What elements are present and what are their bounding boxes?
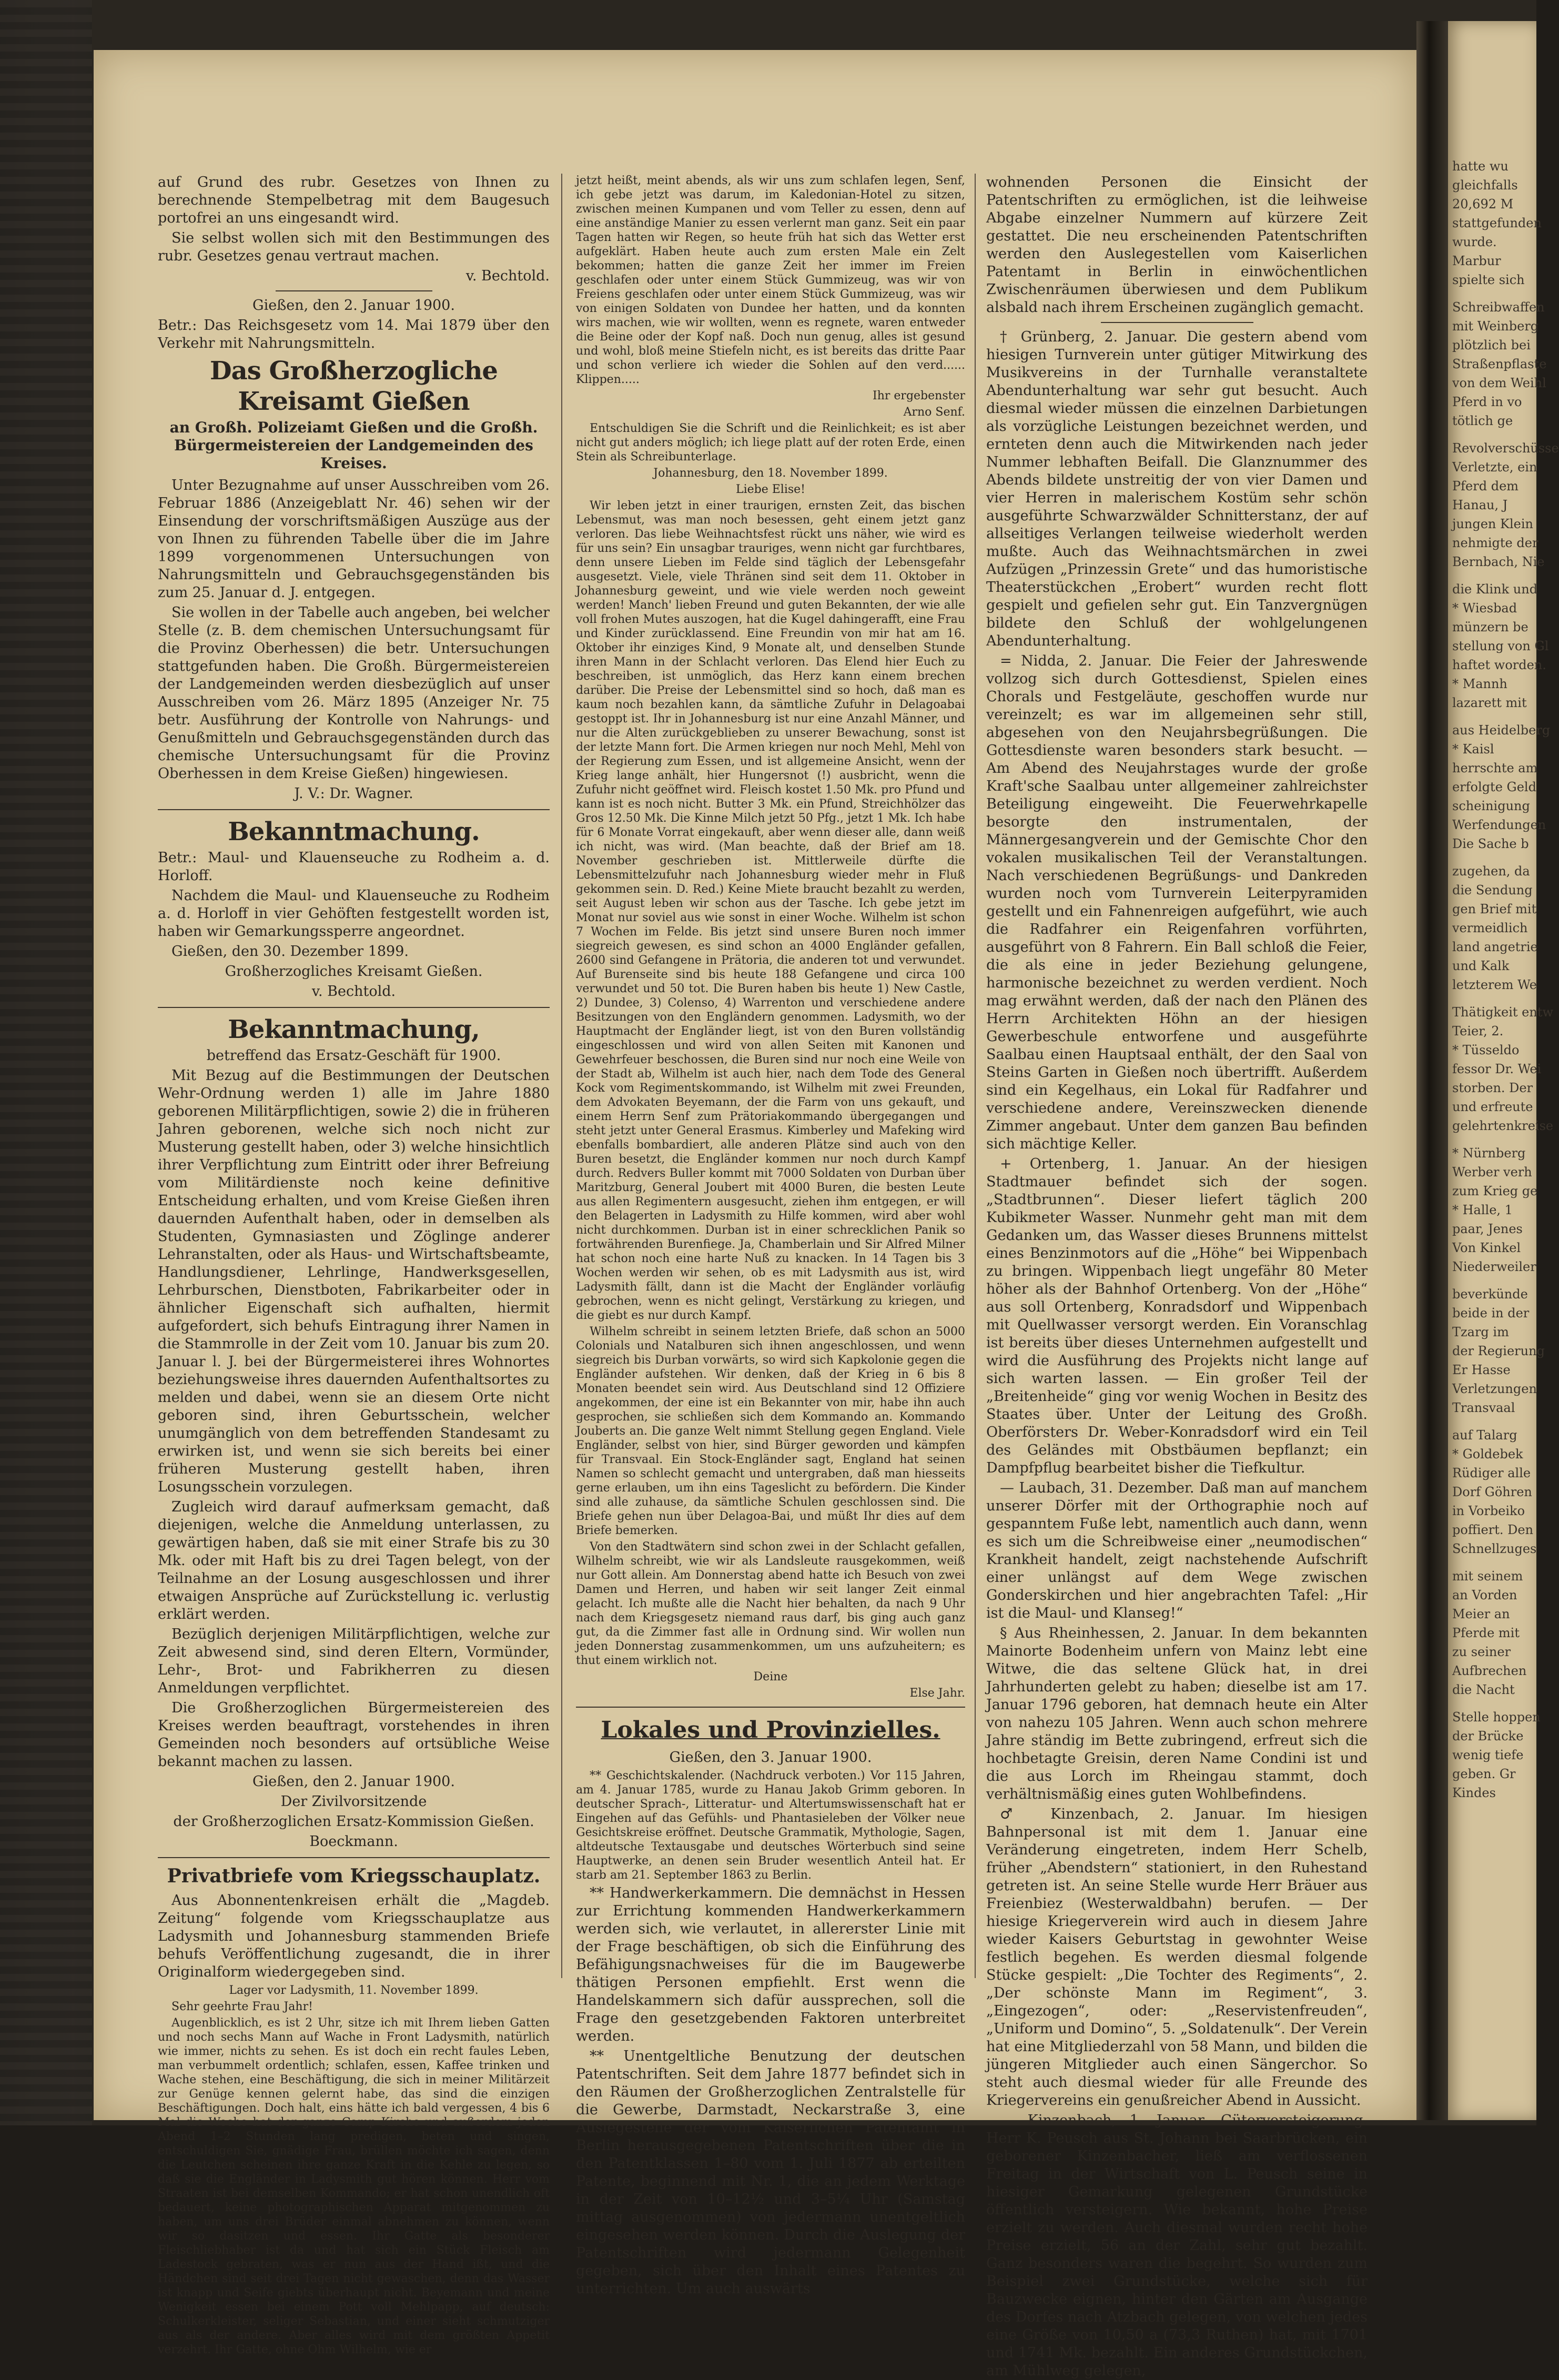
subheading-kreisamt: an Großh. Polizeiamt Gießen und die Großh. Bürgermeistereien der Landgemeinden des Kreises.: [169, 419, 538, 472]
adjacent-page-text: münzern be: [1452, 620, 1528, 634]
adjacent-page-text: die Nacht: [1452, 1682, 1515, 1697]
signature: Boeckmann.: [309, 1833, 398, 1850]
paragraph: = Nidda, 2. Januar. Die Feier der Jahreswende vollzog sich durch Gottesdienst, Spielen eines Chorals und Festgeläute, geschoffen wurde nur vereinzelt; es war im allgemeinen sehr still, abgesehen von den Neujahrsbegrüßungen. Die Gottesdienste waren besonders stark besucht. — Am Abend des Neujahrstages wurde der große Kraft'sche Saalbau unter allgemeiner zahlreichster Beteiligung eingeweiht. Die Feuerwehrkapelle besorgte den instrumentalen, der Männergesangverein und der Gemischte Chor den vokalen musikalischen Teil der Veranstaltungen. Nach verschiedenen Begrüßungs- und Dankreden wurden noch vom Turnverein Leiterpyramiden gestellt und ein Fahnenreigen aufgeführt, wie auch die Radfahrer ein Reigenfahren vorführten, ausgeführt von 8 Fahrern. Ein Ball schloß die Feier, die als eine in jeder Beziehung gelungene, harmonische bezeichnet zu werden verdient. Noch mag erwähnt werden, daß der nach den Plänen des Herrn Architekten Höhn an der hiesigen Gewerbeschule entworfene und ausgeführte Saalbau einen Hauptsaal enthält, der den Saal von Steins Garten in Gießen noch übertrifft. Außerdem sind ein Kegelhaus, ein Lokal für Radfahrer und verschiedene andere, Vereinszwecken dienende Zimmer angebaut. Unter dem ganzen Bau befinden sich mächtige Keller.: [986, 653, 1368, 1152]
heading-kreisamt: Das Großherzogliche Kreisamt Gießen: [210, 356, 498, 416]
paragraph: ** Geschichtskalender. (Nachdruck verboten.) Vor 115 Jahren, am 4. Januar 1785, wurde zu Hanau Jakob Grimm geboren. In deutscher Sprach-, Litteratur- und Altertumswissenschaft hat er Eingehen auf das Gefühls- und Phantasieleben der Völker neue Gesichtskreise eröffnet. Deutsche Grammatik, Mythologie, Sagen, altdeutsche Textausgabe und deutsches Wörterbuch sind seine Hauptwerke, an denen sein Bruder wesentlich Anteil hat. Er starb am 21. September 1863 zu Berlin.: [576, 1769, 965, 1882]
adjacent-page-text: auf Talarg: [1452, 1428, 1517, 1443]
adjacent-page-text: Rüdiger alle: [1452, 1466, 1531, 1480]
adjacent-page-text: Revolverschüsse: [1452, 441, 1559, 456]
adjacent-page-text: Von Kinkel: [1452, 1241, 1521, 1255]
adjacent-page-text: Marbur: [1452, 254, 1501, 268]
adjacent-page-text: und Kalk: [1452, 959, 1510, 973]
letter-text: Von den Stadtwätern sind schon zwei in der Schlacht gefallen, Wilhelm schreibt, wie wir als Landsleute rausgekommen, weiß nur Gott allein. Am Donnerstag abend hatte ich Besuch von zwei Damen und Herren, und haben wir seit langer Zeit einmal gelacht. Ich mußte alle die Nacht hier behalten, da nach 9 Uhr nach dem Kriegsgesetz niemand raus darf, bis ging auch ganz gut, da die Zimmer fast alle in Ordnung sind. Wir wollen nun jeden Donnerstag zusammenkommen, um uns aufzuheitern; es thut einem wirklich not.: [576, 1540, 965, 1667]
divider: [576, 1707, 965, 1708]
paragraph: Aus Abonnentenkreisen erhält die „Magdeb. Zeitung“ folgende vom Kriegsschauplatze aus Ladysmith und Johannesburg stammenden Briefe behufs Veröffentlichung zugesandt, die in ihrer Originalform wiedergegeben sind.: [158, 1892, 550, 1980]
divider: [158, 1007, 550, 1008]
paragraph: + Ortenberg, 1. Januar. An der hiesigen Stadtmauer befindet sich der sogen. „Stadtbrunnen“. Dieser liefert täglich 200 Kubikmeter Wasser. Nunmehr geht man mit dem Gedanken um, das Wasser dieses Brunnens mittelst eines Benzinmotors auf die „Höhe“ bei Wippenbach zu bringen. Wippenbach liegt ungefähr 80 Meter höher als der Bahnhof Ortenberg. Von der „Höhe“ aus soll Ortenberg, Konradsdorf und Wippenbach mit Quellwasser versorgt werden. Ein Voranschlag ist bereits über dieses Unternehmen aufgestellt und wird die Ausführung des Projekts nicht lange auf sich warten lassen. — Ein großer Teil der „Breitenheide“ ging vor wenig Wochen in Besitz des Staates über. Unter der Leitung des Großh. Oberförsters Dr. Weber-Konradsdorf wird ein Teil des Geländes mit Obstbäumen bepflanzt; ein Dampfpflug bearbeitet bisher die Tiefkultur.: [986, 1156, 1368, 1476]
adjacent-page-text: Pferd in vo: [1452, 395, 1522, 409]
adjacent-page-text: 20,692 M: [1452, 197, 1514, 211]
adjacent-page-text: Thätigkeit entw: [1452, 1005, 1553, 1020]
adjacent-page-text: an Vorden: [1452, 1588, 1517, 1602]
paragraph: Unter Bezugnahme auf unser Ausschreiben vom 26. Februar 1886 (Anzeigeblatt Nr. 46) sehen wir der Einsendung der vorschriftsmäßigen Auszüge aus der von Ihnen zu führenden Tabelle über die im Jahre 1899 vorgenommenen Untersuchungen von Nahrungsmitteln und Gebrauchsgegenständen bis zum 25. Januar d. J. entgegen.: [158, 477, 550, 601]
dateline: Gießen, den 3. Januar 1900.: [669, 1749, 872, 1766]
adjacent-page-text: Meier an: [1452, 1607, 1510, 1621]
heading-bekanntmachung-2: Bekanntmachung,: [228, 1015, 480, 1044]
signature: Else Jahr.: [909, 1687, 965, 1700]
column-rule: [561, 174, 562, 1978]
adjacent-page-text: lazarett mit: [1452, 695, 1527, 710]
paragraph: ** Unentgeltliche Benutzung der deutschen Patentschriften. Seit dem Jahre 1877 befindet sich in den Räumen der Großherzoglichen Zentralstelle für die Gewerbe, Darmstadt, Neckarstraße 3, eine Auslegestelle der vom Kaiserlichen Patentamt in Berlin herausgegebenen Patentschriften über die in den Patentklassen 1–80 vom 1. Juli 1877 ab erteilten Patente, beginnend mit Nr. 1, die an jedem Werktage in der Zeit von 10–12½ und 3–5¼ Uhr (Samstag mittag ausgenommen) von jedermann unentgeltlich eingesehen werden können. Durch die Auslegung der Patentschriften wird jedermann Gelegenheit gegeben, sich über den Inhalt eines Patentes zu unterrichten. Um auch auswärts: [576, 2048, 965, 2297]
adjacent-page-text: storben. Der: [1452, 1081, 1533, 1095]
adjacent-page-text: tötlich ge: [1452, 414, 1513, 428]
adjacent-page-text: gelehrtenkreise: [1452, 1118, 1554, 1133]
adjacent-page-text: die Sendung: [1452, 883, 1533, 897]
divider: [1101, 322, 1253, 323]
adjacent-page-text: geben. Gr: [1452, 1767, 1516, 1781]
adjacent-page-text: Teier, 2.: [1452, 1024, 1504, 1038]
dateline: Gießen, den 2. Januar 1900.: [252, 297, 455, 314]
paragraph: Sie wollen in der Tabelle auch angeben, bei welcher Stelle (z. B. dem chemischen Untersuchungsamt für die Provinz Oberhessen) die betr. Untersuchungen stattgefunden haben. Die Großh. Bürgermeistereien der Landgemeinden werden diesbezüglich auf unser Ausschreiben vom 26. März 1895 (Anzeiger Nr. 75 betr. Ausführung der Kontrolle von Nahrungs- und Genußmitteln und Gebrauchsgegenständen durch das chemische Untersuchungsamt für die Provinz Oberhessen in dem Kreise Gießen) hingewiesen.: [158, 604, 550, 782]
subject-line: Betr.: Maul- und Klauenseuche zu Rodheim a. d. Horloff.: [158, 850, 550, 884]
adjacent-page-text: Schnellzuges: [1452, 1541, 1537, 1556]
adjacent-page-text: die Klink und: [1452, 582, 1538, 597]
adjacent-page-fragment: [1448, 21, 1559, 2120]
adjacent-page-text: Verletzungen: [1452, 1381, 1537, 1396]
adjacent-page-text: Verletzte, ein: [1452, 460, 1537, 475]
adjacent-page-text: * Nürnberg: [1452, 1146, 1526, 1161]
adjacent-page-text: in Vorbeiko: [1452, 1504, 1525, 1518]
adjacent-page-text: nehmigte der: [1452, 536, 1538, 550]
adjacent-page-text: der Regierung: [1452, 1344, 1545, 1358]
letter-text: Wilhelm schreibt in seinem letzten Briefe, daß schon an 5000 Colonials und Natalburen sich ihnen angeschlossen, und wenn siegreich bis Durban vorwärts, so wird sich Kapkolonie gegen die Engländer aufstehen. Wir denken, daß der Krieg in 6 bis 8 Monaten beendet sein wird. Aus Deutschland sind 12 Offiziere angekommen, der eine ist ein Bekannter von mir, habe ihn auch gesprochen, sie schließen sich dem Kommando an. Kommando Jouberts an. Die ganze Welt nimmt Stellung gegen England. Viele Engländer, selbst von hier, sind Bürger geworden und kämpfen für Transvaal. Ein Stock-Engländer sagt, England hat seinen Namen so schlecht gemacht und untergraben, daß man hiesseits gerne erlauben, um ihn eins Tageslicht zu befördern. Die Kinder sind alle zuhause, da sämtliche Schulen geschlossen sind. Die Briefe gehen nun über Delagoa-Bai, und müßt Ihr dies auf dem Briefe bemerken.: [576, 1325, 965, 1537]
heading-bekanntmachung-1: Bekanntmachung.: [228, 817, 480, 846]
adjacent-page-text: mit Weinberg: [1452, 319, 1539, 334]
organization: Großherzogliches Kreisamt Gießen.: [225, 963, 483, 980]
paragraph: † Grünberg, 2. Januar. Die gestern abend vom hiesigen Turnverein unter gütiger Mitwirkung des Musikvereins in der Turnhalle veranstaltete Abendunterhaltung war sehr gut besucht. Auch diesmal wieder müssen die einzelnen Darbietungen als vorzügliche Leistungen bezeichnet werden, und ernteten denn auch die Mitwirkenden nach jeder Nummer lebhaften Beifall. Die Glanznummer des Abends bildete unstreitig der von vier Damen und vier Herren in malerischem Kostüm sehr schön ausgeführte Schwarzwälder Schnitterstanz, der auf allseitiges Verlangen teilweise wiederholt werden mußte. Auch das Weihnachtsmärchen in zwei Aufzügen „Prinzessin Grete“ und das humoristische Theaterstückchen „Erobert“ wurden recht flott gespielt und gefielen sehr gut. Ein Tanzvergnügen bildete den Schluß der wohlgelungenen Abendunterhaltung.: [986, 329, 1368, 649]
paragraph: wohnenden Personen die Einsicht der Patentschriften zu ermöglichen, ist die leihweise Abgabe einzelner Nummern auf kürzere Zeit gestattet. Die neu erscheinenden Patentschriften werden den Auslegestellen vom Kaiserlichen Patentamt in Berlin in einwöchentlichen Zwischenräumen überwiesen und dem Publikum alsbald nach ihrem Erscheinen zugänglich gemacht.: [986, 174, 1368, 316]
adjacent-page-text: mit seinem: [1452, 1569, 1523, 1584]
adjacent-page-text: Bernbach, Nie: [1452, 554, 1545, 569]
paragraph: Nachdem die Maul- und Klauenseuche zu Rodheim a. d. Horloff in vier Gehöften festgestellt worden ist, haben wir Gemarkungssperre angeordnet.: [158, 888, 550, 940]
dateline: Gießen, den 2. Januar 1900.: [252, 1773, 455, 1790]
subheading: betreffend das Ersatz-Geschäft für 1900.: [206, 1047, 501, 1064]
adjacent-page-text: plötzlich bei: [1452, 338, 1531, 352]
adjacent-page-text: Pferde mit: [1452, 1626, 1520, 1640]
heading-privatbriefe: Privatbriefe vom Kriegsschauplatz.: [167, 1865, 541, 1887]
signature: v. Bechtold.: [311, 983, 396, 1000]
column-2: [576, 174, 965, 2297]
adjacent-page-text: von dem Weihl: [1452, 376, 1546, 390]
adjacent-page-text: * Kaisl: [1452, 742, 1494, 757]
adjacent-page-text: Dorf Göhren: [1452, 1485, 1532, 1499]
adjacent-page-text: erfolgte Geld: [1452, 780, 1536, 794]
letter-text: Augenblicklich, es ist 2 Uhr, sitze ich mit Ihrem lieben Gatten und noch sechs Mann auf Wache in Front Ladysmith, natürlich wie immer, nichts zu sehen. Es ist doch ein recht faules Leben, man verbummelt ordentlich; schlafen, essen, Kaffee trinken und Wache stehen, eine Beschäftigung, die sich in meiner Militärzeit zur Genüge kennen gelernt habe, das sind die einzigen Beschäftigungen. Doch halt, eins hätte ich bald vergessen, 4 bis 6 Mal die Woche hat der ganze Camp Kirche und außerdem jeden Abend 1–2 Stunden lang predigen, beten und singen, entschuldigen Sie, gnädige Frau, brüllen möchte ich sagen, denn die Leutchen scheinen ihre ganze Kraft in die Kehle zu legen, so daß sie die Engländer in Ladysmith gut hören können. Herr vom Straaten ist bei demselben Kommando; er hat schon unendlich oft bedauert, keine photographischen Apparat mitgenommen zu haben, um uns drei Brüder einmal abnehmen zu können, wenn wir so dasitzen und essen. Ihr Gatte als besonderer Fleischliebhaber ist da und hat sich ein Stück Fleisch am Ladestock gebraten, was er nun aus der Hand ißt, und die Händchen sind seit drei Tagen nicht gewaschen, denn das Wasser ist knapp und Seife giebts überhaupt nicht. Beyemann und meine Wenigkeit essen bei einem Pott voll Mehlpapp, auf deutsch: Schulkerkleister, seliger Sebastian, und einer sieht schmutziger aus als der andere. Aber alles wird mit dem größten Appetit verzehrt. Ihr Gatte, ohne Ohm Wilhelm, wie er: [158, 2016, 550, 2356]
adjacent-page-text: Er Hasse: [1452, 1363, 1511, 1377]
adjacent-page-text: * Goldebek: [1452, 1447, 1523, 1461]
adjacent-page-text: scheinigung: [1452, 799, 1530, 813]
adjacent-page-text: wenig tiefe: [1452, 1748, 1524, 1762]
dateline: Gießen, den 30. Dezember 1899.: [171, 943, 409, 960]
adjacent-page-text: spielte sich: [1452, 273, 1525, 287]
adjacent-page-text: hatte wu: [1452, 159, 1509, 174]
column-rule: [975, 174, 976, 1978]
organization: der Großherzoglichen Ersatz-Kommission Gießen.: [173, 1813, 534, 1830]
adjacent-page-text: stellung von Gl: [1452, 639, 1549, 653]
adjacent-page-text: Werber verh: [1452, 1165, 1532, 1179]
adjacent-page-text: und erfreute: [1452, 1100, 1533, 1114]
column-3: [986, 174, 1368, 2379]
paragraph: ** Handwerkerkammern. Die demnächst in Hessen zur Errichtung kommenden Handwerkerkammern werden sich, wie verlautet, in allererster Linie mit der Frage beschäftigen, ob sich die Einführung des Befähigungsnachweises für die im Baugewerbe thätigen Personen empfiehlt. Erst wenn die Handelskammern sich dafür aussprechen, soll die Frage den gesetzgebenden Faktoren unterbreitet werden.: [576, 1885, 965, 2044]
letter-text: Wir leben jetzt in einer traurigen, ernsten Zeit, das bischen Lebensmut, was man noch besessen, geht einem jetzt ganz verloren. Das liebe Weihnachtsfest rückt uns näher, wie wird es für uns sein? Ein unsagbar trauriges, wenn nicht gar furchtbares, denn unsere Lieben im Felde sind täglich der Lebensgefahr ausgesetzt. Viele, viele Thränen sind seit dem 11. Oktober in Johannesburg geweint, und wie viele werden noch geweint werden! Manch' lieben Freund und guten Bekannten, der wie alle voll frohen Mutes auszogen, hat die Kugel dahingerafft, eine Frau und Kinder zurücklassend. Eine Freundin von mir hat am 16. Oktober ihr einziges Kind, 9 Monate alt, und denselben Stunde ihren Mann in der Schlacht verloren. Das Elend hier Euch zu beschreiben, ist unmöglich, das Herz kann einem brechen darüber. Die Preise der Lebensmittel sind so hoch, daß man es kaum noch bezahlen kann, da sämtliche Zufuhr in Delagoabai gestoppt ist. Ihr in Johannesburg ist nur eine Anzahl Männer, und nur die Alten zurückgeblieben zu unserer Bewachung, sonst ist der letzte Mann fort. Die Armen kriegen nur noch Mehl, Mehl von der Regierung zum Essen, und ist allgemeine Ansicht, wenn der Krieg lange anhält, hier Hungersnot (!) ausbricht, wenn die Zufuhr nicht geöffnet wird. Fleisch kostet 1.50 Mk. pro Pfund und kann ist es noch nicht. Butter 3 Mk. ein Pfund, Streichhölzer das Gros 12.50 Mk. Die Kinne Milch jetzt 50 Pfg., jetzt 1 Mk. Ich habe für 6 Monate Vorrat eingekauft, aber wenn dieser alle, dann weiß ich nicht, was wird. (Man beachte, daß der Brief am 18. November geschrieben ist. Mittlerweile dürfte die Lebensmittelzufuhr nach Johannesburg wieder mehr in Fluß gekommen sein. D. Red.) Keine Miete braucht bezahlt zu werden, seit August leben wir schon aus der Tasche. Ich gebe jetzt im Monat nur soviel aus wie sonst in einer Woche. Wilhelm ist schon 7 Wochen im Felde. Bis jetzt sind unsere Buren noch immer siegreich gewesen, es sind schon an 4000 Engländer gefallen, 2600 sind Gefangene in Prätoria, die anderen tot und verwundet. Auf Burenseite sind bis heute 188 Gefangene und circa 100 verwundet und 50 tot. Die Buren haben bis heute 1) New Castle, 2) Dundee, 3) Colenso, 4) Warrenton und verschiedene andere Besitzungen von den Engländern genommen. Ladysmith, wo der Hauptmacht der Engländer liegt, ist von den Buren vollständig eingeschlossen und wird von allen Seiten mit Kanonen und Gewehrfeuer beschossen, die Buren sind nur noch eine Weile von der Stadt ab, Wilhelm ist auch hier, nach dem Tode des General Kock vom Regimentskommando, ist Wilhelm mit zwei Freunden, dem Advokaten Beyemann, der die Farm von uns gekauft, und einem Herrn Senf zum Prätoriakommando übergegangen und steht jetzt unter General Erasmus. Kimberley und Mafeking wird ebenfalls bombardiert, alle anderen Plätze sind auch von den Buren besetzt, die Engländer kommen nur noch durch Kampf durch. Redvers Buller kommt mit 7000 Soldaten von Durban über Maritzburg, General Joubert mit 4000 Buren, die besten Leute aus allen Regimentern ausgesucht, ziehen ihm entgegen, er will den Belagerten in Ladysmith zu Hilfe kommen, wird aber wohl nicht durchkommen. Durban ist in einer schrecklichen Panik so fortwährenden Burenfiege. Ja, Chamberlain und Sir Alfred Milner hat schon noch eine harte Nuß zu knacken. In 14 Tagen bis 3 Wochen werden wir sehen, ob es mit Ladysmith aus ist, wird Ladysmith fällt, dann ist die Macht der Engländer vorläufig gebrochen, wenn es nicht gelingt, Verstärkung zu kriegen, und die giebt es nur durch Kampf.: [576, 499, 965, 1322]
signature: J. V.: Dr. Wagner.: [294, 785, 413, 802]
adjacent-page-text: gleichfalls: [1452, 178, 1518, 193]
letter-text: Entschuldigen Sie die Schrift und die Reinlichkeit; es ist aber nicht gut anders möglich; ich liege platt auf der roten Erde, einen Stein als Schreibunterlage.: [576, 422, 965, 463]
adjacent-page-text: Aufbrechen: [1452, 1663, 1527, 1678]
adjacent-page-text: haftet worden.: [1452, 658, 1546, 672]
adjacent-page-text: fessor Dr. Wei: [1452, 1062, 1542, 1076]
adjacent-page-text: stattgefunden: [1452, 216, 1542, 230]
adjacent-page-text: vermeidlich: [1452, 921, 1528, 935]
adjacent-page-text: Werfendungen: [1452, 818, 1546, 832]
adjacent-page-text: jungen Klein: [1452, 517, 1533, 531]
dateline: Johannesburg, den 18. November 1899.: [653, 467, 888, 480]
adjacent-page-text: Kindes: [1452, 1786, 1496, 1800]
adjacent-page-text: zum Krieg ge: [1452, 1184, 1538, 1198]
adjacent-page-text: beide in der: [1452, 1306, 1530, 1320]
adjacent-page-text: poffiert. Den: [1452, 1522, 1534, 1537]
adjacent-page-text: Transvaal: [1452, 1400, 1515, 1415]
adjacent-page-text: gen Brief mit: [1452, 902, 1537, 916]
paragraph: — Laubach, 31. Dezember. Daß man auf manchem unserer Dörfer mit der Orthographie noch auf gespanntem Fuße lebt, namentlich auch dann, wenn es sich um die Schreibweise einer „neumodischen“ Krankheit handelt, zeigt nachstehende Aufschrift einer unlängst auf dem Wege zwischen Gonderskirchen und hier angebrachten Tafel: „Hir ist die Maul- und Klanseg!“: [986, 1480, 1368, 1621]
paragraph: Die Großherzoglichen Bürgermeistereien des Kreises werden beauftragt, vorstehendes in ihren Gemeinden noch besonders auf ortsübliche Weise bekannt machen zu lassen.: [158, 1700, 550, 1770]
adjacent-page-text: * Halle, 1: [1452, 1203, 1513, 1217]
adjacent-page-text: paar, Jenes: [1452, 1222, 1523, 1236]
adjacent-page-text: letzterem We: [1452, 977, 1537, 992]
paragraph: Zugleich wird darauf aufmerksam gemacht, daß diejenigen, welche die Anmeldung unterlassen, zu gewärtigen haben, daß sie mit einer Strafe bis zu 30 Mk. oder mit Haft bis zu drei Tagen belegt, von der Teilnahme an der Losung ausgeschlossen und ihrer etwaigen Ansprüche auf Zurückstellung ic. verlustig erklärt werden.: [158, 1499, 550, 1622]
adjacent-page-text: aus Heidelberg: [1452, 723, 1551, 738]
closing: Ihr ergebenster: [873, 389, 965, 402]
salutation: Liebe Elise!: [735, 483, 806, 496]
adjacent-page-text: Niederweiler: [1452, 1259, 1536, 1274]
organization: Der Zivilvorsitzende: [280, 1793, 427, 1810]
adjacent-page-text: wurde.: [1452, 235, 1497, 249]
adjacent-page-text: * Mannh: [1452, 677, 1507, 691]
adjacent-page-text: Tzarg im: [1452, 1325, 1509, 1339]
adjacent-page-text: beverkünde: [1452, 1287, 1528, 1302]
page-fold: [1416, 21, 1448, 2120]
heading-lokales: Lokales und Provinzielles.: [601, 1717, 940, 1743]
paragraph: Bezüglich derjenigen Militärpflichtigen, welche zur Zeit abwesend sind, sind deren Eltern, Vormünder, Lehr-, Brot- und Fabrikherren zu diesen Anmeldungen verpflichtet.: [158, 1626, 550, 1696]
divider: [276, 290, 432, 291]
paragraph: ♂ Kinzenbach, 2. Januar. Im hiesigen Bahnpersonal ist mit dem 1. Januar eine Veränderung eingetreten, indem Herr Schelb, früher „Abendstern“ stationiert, in den Ruhestand getreten ist. An seine Stelle wurde Herr Bräuer aus Freienbiez (Westerwaldbahn) berufen. — Der hiesige Kriegerverein wird auch in diesem Jahre wieder Kaisers Geburtstag in gewohnter Weise festlich begehen. Es werden diesmal folgende Stücke gespielt: „Die Tochter des Regiments“, 2. „Der schönste Mann im Regiment“, 3. „Eingezogen“, oder: „Reservistenfreuden“, „Uniform und Domino“, 5. „Soldatenulk“. Der Verein hat eine Mitgliederzahl von 58 Mann, und bilden die jüngeren Mitglieder auch einen Sängerchor. So steht auch diesmal wieder für alle Freunde des Kriegervereins ein genußreicher Abend in Aussicht.: [986, 1806, 1368, 2109]
adjacent-page-text: Straßenpflaste: [1452, 357, 1547, 371]
adjacent-page-text: * Tüsseldo: [1452, 1043, 1520, 1057]
adjacent-page-text: herrschte am: [1452, 761, 1538, 775]
dateline: Lager vor Ladysmith, 11. November 1899.: [229, 1984, 479, 1997]
adjacent-page-text: land angetrie: [1452, 940, 1538, 954]
adjacent-page-text: zu seiner: [1452, 1645, 1511, 1659]
paragraph: Mit Bezug auf die Bestimmungen der Deutschen Wehr-Ordnung werden 1) alle im Jahre 1880 geborenen Militärpflichtigen, sowie 2) die in früheren Jahren geborenen, welche sich noch nicht zur Musterung gestellt haben, oder 3) welche hinsichtlich ihrer Verpflichtung zum Eintritt oder ihrer Befreiung vom Militärdienste noch keine definitive Entscheidung erhalten, und vom Kreise Gießen ihren dauernden Aufenthalt haben, oder in demselben als Studenten, Gymnasiasten und Zöglinge anderer Lehranstalten, oder als Haus- und Wirtschaftsbeamte, Handlungsdiener, Lehrlinge, Handwerksgesellen, Lehrburschen, Dienstboten, Fabrikarbeiter oder in ähnlicher Eigenschaft sich aufhalten, hiermit aufgefordert, sich behufs Eintragung ihrer Namen in die Stammrolle in der Zeit vom 10. Januar bis zum 20. Januar l. J. bei der Bürgermeisterei ihres Wohnortes beziehungsweise ihres dauernden Aufenthaltsortes zu melden und dabei, wenn sie an diesem Orte nicht geboren sind, ihren Geburtsschein, welcher unumgänglich von dem betreffenden Standesamt zu erwirken ist, und wenn sie sich bereits bei einer früheren Musterung gestellt haben, ihren Losungsschein vorzulegen.: [158, 1067, 550, 1495]
closing: Deine: [753, 1670, 788, 1683]
adjacent-page-text: * Wiesbad: [1452, 601, 1517, 616]
adjacent-page-text: der Brücke: [1452, 1729, 1524, 1743]
column-1: [158, 174, 550, 2356]
book-binding: [0, 0, 92, 2125]
paragraph: — Kinzenbach, 1. Januar. Güterversteigerung. Herr K. Peusch aus St. Johann bei Saarbrücken, ein geborener Kinzenbacher, ließ am verflossenen Freitag in der Wirtschaft von L. Peusch seine in hiesiger Gemarkung gelegenen Grundstücke öffentlich versteigern. Wie bekannt, hohe Preise erzielt zu werden. Auch diesmal wurden recht hohe Preise erzielt, 56 an der Zahl, sehr gut bezahlt. Ganz besonders waren die begehrt. So wurden zum Beispiel zwei Grundstücke, welche sich für Bauzwecke eignen, hinter den Gärten am Ausgange des Dorfes nach Atzbach gelegen, von welchen jedes eine Größe von 10,50 a (73,3 Ruthen) hat, mit 1701 und 1741 Mk. bezahlt. Ein anderes Grundstückchen, am Mühlweg gelegen,: [986, 2112, 1368, 2379]
adjacent-page-text: Die Sache b: [1452, 836, 1529, 851]
salutation: Sehr geehrte Frau Jahr!: [171, 2000, 313, 2013]
adjacent-page-text: Stelle hoppen: [1452, 1710, 1541, 1725]
paragraph: § Aus Rheinhessen, 2. Januar. In dem bekannten Mainorte Bodenheim unfern von Mainz lebt eine Witwe, die das seltene Glück hat, in drei Jahrhunderten gelebt zu haben; dieselbe ist am 17. Januar 1796 geboren, hat demnach heute ein Alter von nahezu 105 Jahren. Wenn auch schon mehrere Jahre ständig im Bette zubringend, erfreut sich die hochbetagte Greisin, deren Name Condini ist und die aus Lorch im Rheingau stammt, doch verhältnismäßig eines guten Wohlbefindens.: [986, 1625, 1368, 1802]
paragraph: Sie selbst wollen sich mit den Bestimmungen des rubr. Gesetzes genau vertraut machen.: [158, 230, 550, 264]
adjacent-page-text: Hanau, J: [1452, 498, 1508, 512]
paragraph: auf Grund des rubr. Gesetzes von Ihnen zu berechnende Stempelbetrag mit dem Baugesuch portofrei an uns eingesandt wird.: [158, 174, 550, 226]
signature: v. Bechtold.: [465, 268, 550, 284]
signature: Arno Senf.: [903, 406, 965, 419]
letter-text: jetzt heißt, meint abends, als wir uns zum schlafen legen, Senf, ich gebe jetzt was darum, im Kaledonian-Hotel zu sitzen, zwischen meinen Kumpanen und vom Teller zu essen, denn auf eine anständige Manier zu essen verlernt man ganz. Seit ein paar Tagen hatten wir Regen, so heute früh hat sich das Wetter erst aufgeklärt. Haben heute auch zum ersten Male ein Zelt bekommen; hatten die ganze Zeit her immer im Freien geschlafen oder unter einem Stück Gummizeug, was wir von Freiens geschlafen oder unter einem Stück Gummizeug, was wir von einigen Soldaten von Dundee her hatten, und da konnten wirs machen, wie wir wollten, wenn es regnete, waren entweder die Beine oder der Kopf naß. Doch nun genug, alles ist gesund und wohl, bloß meine Stiefeln nicht, es ist bereits das dritte Paar und schon verliere ich wieder die Sohlen auf den verd...... Klippen.....: [576, 174, 965, 386]
adjacent-page-text: Pferd dem: [1452, 479, 1519, 493]
adjacent-page-text: Schreibwaffen: [1452, 300, 1545, 315]
subject-line: Betr.: Das Reichsgesetz vom 14. Mai 1879 über den Verkehr mit Nahrungsmitteln.: [158, 317, 550, 351]
adjacent-page-text: zugehen, da: [1452, 864, 1530, 879]
divider: [158, 1857, 550, 1858]
divider: [158, 809, 550, 810]
